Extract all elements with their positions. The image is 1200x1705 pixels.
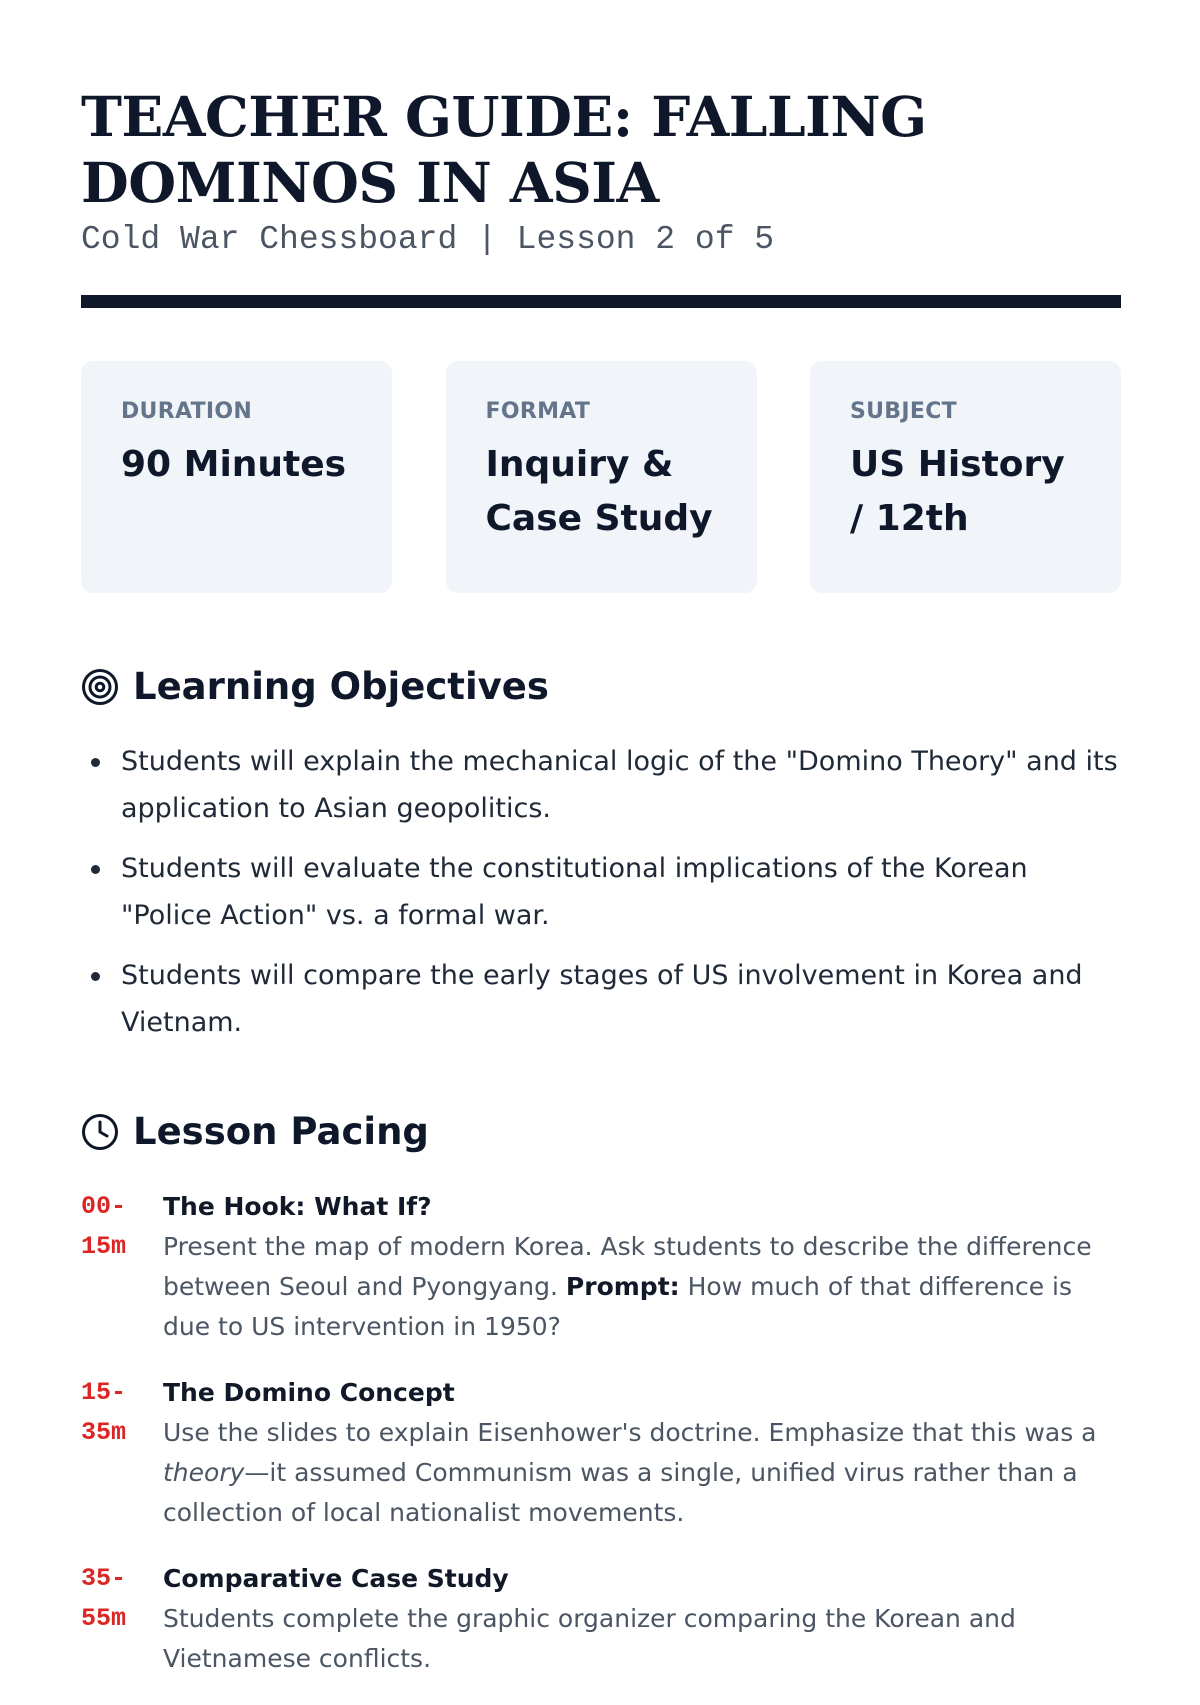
desc-text: Present the map of modern Korea. Ask students to describe the difference between Seoul and Pyongyang.: [163, 1232, 1092, 1301]
meta-label: SUBJECT: [850, 399, 957, 424]
objective-text: Students will compare the early stages of US involvement in Korea and Vietnam.: [121, 960, 1083, 1038]
header-divider: [81, 295, 1121, 308]
list-item: [81, 738, 1121, 832]
clock-icon: [81, 1113, 119, 1151]
meta-value: US History / 12th: [850, 444, 1065, 539]
list-item: [81, 845, 1121, 939]
meta-value: Inquiry & Case Study: [485, 444, 713, 539]
pacing-description: [163, 1413, 1121, 1533]
target-icon: [81, 668, 119, 706]
teacher-guide-page: [81, 0, 1121, 1705]
pacing-description: [163, 1599, 1121, 1679]
pacing-title: The Hook: What If?: [163, 1192, 432, 1221]
objectives-heading: [81, 665, 1121, 708]
page-title: TEACHER GUIDE: FALLING DOMINOS IN ASIA: [81, 84, 927, 215]
pacing-title: Comparative Case Study: [163, 1564, 509, 1593]
objective-text: Students will evaluate the constitutional implications of the Korean "Police Action" vs. a formal war.: [121, 853, 1028, 931]
pacing-item-case-study: [81, 1559, 1121, 1679]
bullet: [91, 865, 100, 874]
pacing-body: [163, 1373, 1121, 1533]
pacing-heading-text: Lesson Pacing: [133, 1110, 429, 1153]
pacing-title: The Domino Concept: [163, 1378, 455, 1407]
pacing-time: 15-35m: [81, 1378, 127, 1447]
objective-text: Students will explain the mechanical logic of the "Domino Theory" and its application to Asian geopolitics.: [121, 746, 1118, 824]
meta-label: FORMAT: [485, 399, 591, 424]
page-subtitle: Cold War Chessboard | Lesson 2 of 5: [81, 221, 775, 258]
pacing-body: [163, 1559, 1121, 1679]
meta-label: DURATION: [121, 399, 253, 424]
desc-text: Students complete the graphic organizer comparing the Korean and Vietnamese conflicts.: [163, 1604, 1016, 1673]
pacing-body: [163, 1187, 1121, 1347]
pacing-time: 00-15m: [81, 1192, 127, 1261]
list-item: [81, 952, 1121, 1046]
desc-bold: Prompt:: [565, 1272, 680, 1301]
lesson-meta-cards: [81, 361, 1121, 593]
objectives-list: [81, 738, 1121, 1046]
bullet: [91, 758, 100, 767]
pacing-item-domino: [81, 1373, 1121, 1533]
desc-text: —it assumed Communism was a single, unified virus rather than a collection of local nationalist movements.: [163, 1458, 1078, 1527]
pacing-heading: [81, 1110, 1121, 1153]
pacing-item-hook: [81, 1187, 1121, 1347]
desc-text: How much of that difference is due to US intervention in 1950?: [163, 1272, 1073, 1341]
bullet: [91, 972, 100, 981]
pacing-time: 35-55m: [81, 1564, 127, 1633]
objectives-heading-text: Learning Objectives: [133, 665, 549, 708]
desc-italic: theory: [163, 1458, 245, 1487]
meta-value: 90 Minutes: [121, 444, 347, 485]
meta-card-duration: [81, 361, 392, 593]
pacing-description: [163, 1227, 1121, 1347]
meta-card-format: [446, 361, 757, 593]
meta-card-subject: [810, 361, 1121, 593]
pacing-list: [81, 1187, 1121, 1679]
desc-text: Use the slides to explain Eisenhower's doctrine. Emphasize that this was a: [163, 1418, 1097, 1447]
